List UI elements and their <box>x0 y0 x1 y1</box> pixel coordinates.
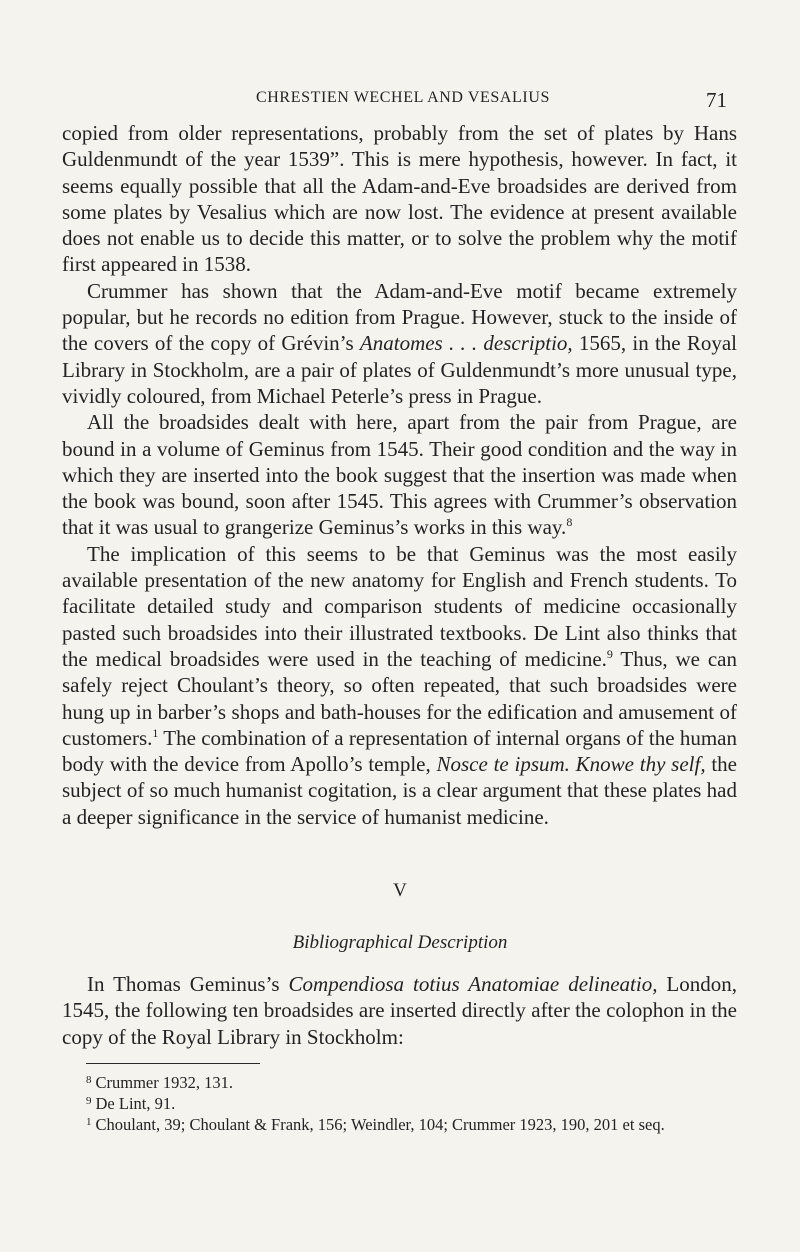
section-title: Bibliographical Description <box>292 932 508 953</box>
footnote <box>86 1072 746 1093</box>
footnote <box>86 1093 746 1114</box>
footnote-mark: 8 <box>86 1074 92 1086</box>
italic-motto: Nosce te ipsum. Knowe thy self, <box>436 752 706 777</box>
text-run: the subject of so much humanist cogitation, is a clear argument that these plates had a deeper significance in the service of humanist medicine. <box>62 752 738 829</box>
footnote-mark: 1 <box>86 1116 92 1128</box>
footnote-text: De Lint, 91. <box>95 1094 176 1113</box>
body-text <box>62 120 737 830</box>
text-run: London, 1545, the following ten broadsides are inserted directly after the colophon in the copy of the Royal Library in Stockholm: <box>62 972 738 1049</box>
running-head: CHRESTIEN WECHEL AND VESALIUS <box>256 89 550 106</box>
text-run: All the broadsides dealt with here, apart from the pair from Prague, are bound in a volume of Geminus from 1545. Their good condition and the way in which they are inserted into the book suggest that the insertion was made when the book was bound, soon after 1545. This agrees with Crummer’s observation that it was usual to grangerize Geminus’s works in this way. <box>62 410 737 540</box>
text-run: The implication of this seems to be that Geminus was the most easily available presentation of the new anatomy for English and French students. To facilitate detailed study and comparison students of medicine occasionally pasted such broadsides into their illustrated textbooks. De Lint also thinks that the medical broadsides were used in the teaching of medicine. <box>62 541 737 671</box>
body-text-bibliography <box>62 971 737 1050</box>
footnote-ref: 8 <box>566 515 573 530</box>
paragraph-broadsides <box>62 409 737 540</box>
text-run: Crummer has shown that the Adam-and-Eve motif became extremely popular, but he records no edition from Prague. However, stuck to the inside of the covers of the copy of Grévin’s <box>62 278 737 356</box>
paragraph-bibliography <box>62 971 737 1050</box>
footnotes <box>86 1072 746 1135</box>
italic-title: Anatomes . . . descriptio, <box>359 331 573 356</box>
footnote-ref: 1 <box>152 725 159 740</box>
text-run: 1565, in the Royal Library in Stockholm, are a pair of plates of Guldenmundt’s more unusual type, vividly coloured, from Michael Peterle’s press in Prague. <box>62 331 738 408</box>
section-number: V <box>393 880 407 901</box>
page-number: 71 <box>706 88 727 112</box>
paragraph-implication <box>62 541 737 830</box>
footnote-ref: 9 <box>606 646 613 661</box>
italic-title: Compendiosa totius Anatomiae delineatio, <box>288 972 658 996</box>
footnote-text: Crummer 1932, 131. <box>95 1073 233 1092</box>
footnote-text: Choulant, 39; Choulant & Frank, 156; Weindler, 104; Crummer 1923, 190, 201 et seq. <box>95 1115 665 1134</box>
paragraph-continuation <box>62 120 737 278</box>
paragraph-crummer <box>62 278 737 409</box>
footnote <box>86 1114 746 1135</box>
text-run: Thus, we can safely reject Choulant’s theory, so often repeated, that such broadsides were hung up in barber’s shops and bath-houses for the edification and amusement of customers. <box>62 646 737 750</box>
text-run: copied from older representations, probably from the set of plates by Hans Guldenmundt of the year 1539”. This is mere hypothesis, however. In fact, it seems equally possible that all the Adam-and-Eve broadsides are derived from some plates by Vesalius which are now lost. The evidence at present available does not enable us to decide this matter, or to solve the problem why the motif first appeared in 1538. <box>62 121 737 277</box>
text-run: The combination of a representation of internal organs of the human body with the device from Apollo’s temple, <box>62 725 737 777</box>
footnote-rule <box>86 1063 260 1064</box>
text-run: In Thomas Geminus’s <box>87 972 289 996</box>
footnote-mark: 9 <box>86 1095 92 1107</box>
